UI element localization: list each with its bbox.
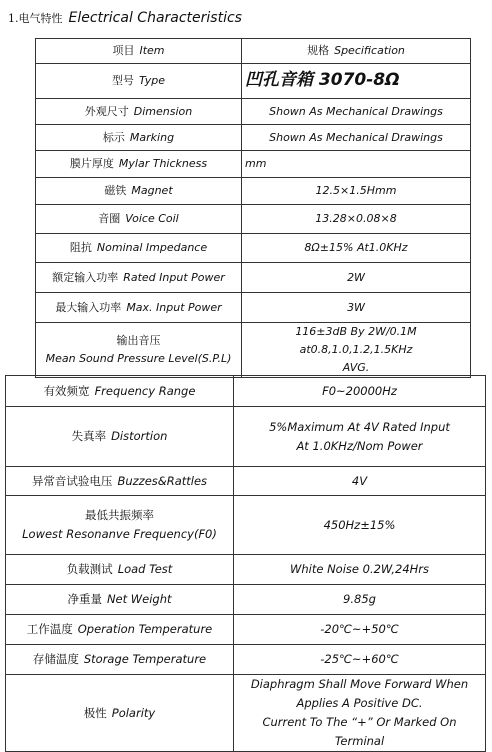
row-label-en: Storage Temperature [83,652,207,666]
row-label-en: Distortion [111,429,168,443]
row-value-line: Current To The “+” Or Marked On Terminal [262,715,457,748]
row-value-cell: Shown As Mechanical Drawings [242,99,471,125]
row-label-en: Marking [129,130,175,144]
table-row [6,407,486,467]
row-label-en: Buzzes&Rattles [117,473,208,488]
table-row [36,234,471,263]
row-label-en: Type [138,74,166,87]
row-label-en: Voice Coil [125,212,179,225]
row-label-cell [36,151,242,178]
row-value-cell: 12.5×1.5Hmm [242,178,471,205]
row-label-cell [6,675,234,752]
row-value-cell [242,323,471,378]
table-row [36,151,471,178]
table-row [36,99,471,125]
row-label-en: Lowest Resonanve Frequency(F0) [22,527,217,541]
header-spec-cell [242,39,471,64]
row-label-cell [6,467,234,496]
row-label-cell [36,99,242,125]
row-label-zh: 工作温度 [26,622,73,636]
row-label-cell [6,555,234,585]
row-label-zh: 净重量 [67,592,102,606]
row-label-zh: 阻抗 [69,241,92,254]
row-label-zh: 输出音压 [116,334,161,347]
row-label-en: Magnet [131,184,173,197]
row-value-cell [242,64,471,99]
table-header-row [36,39,471,64]
header-item-en: Item [139,44,165,57]
table-row [36,323,471,378]
row-label-cell [36,64,242,99]
row-label-zh: 外观尺寸 [84,104,129,118]
row-label-zh: 膜片厚度 [69,157,114,170]
table-row [36,205,471,234]
row-label-en: Polarity [111,705,156,720]
table-row [36,263,471,293]
row-label-zh: 型号 [111,74,134,87]
header-item-cell [36,39,242,64]
table-row [6,376,486,407]
row-label-cell [6,585,234,615]
row-value-cell: 4V [234,467,486,496]
row-label-cell [36,205,242,234]
header-item-zh: 项目 [112,44,135,57]
section-heading [8,10,242,26]
row-label-en: Operation Temperature [77,622,213,636]
row-value-cell: 13.28×0.08×8 [242,205,471,234]
row-label-cell [36,263,242,293]
row-label-cell [36,293,242,323]
table-row [6,496,486,555]
row-label-cell [36,234,242,263]
row-label-zh: 极性 [83,705,107,720]
row-label-zh: 最低共振频率 [85,508,154,522]
row-label-en: Load Test [117,562,173,576]
row-label-en: Net Weight [106,592,172,606]
row-value-cell: White Noise 0.2W,24Hrs [234,555,486,585]
row-value-cell: F0~20000Hz [234,376,486,407]
row-label-cell [6,376,234,407]
row-value-line: Applies A Positive DC. [296,696,423,710]
row-label-cell [6,496,234,555]
table-row [6,645,486,675]
row-label-zh: 标示 [102,130,125,144]
row-value-cell [234,407,486,467]
row-label-zh: 失真率 [71,429,107,443]
row-label-zh: 负载测试 [66,562,113,576]
row-value-cell: -25℃~+60℃ [234,645,486,675]
row-label-cell [6,645,234,675]
header-spec-zh: 规格 [307,44,330,57]
row-value-cell: Shown As Mechanical Drawings [242,125,471,151]
row-value-cell: -20℃~+50℃ [234,615,486,645]
row-label-en: Dimension [133,104,193,118]
table-row [6,555,486,585]
row-label-cell [36,125,242,151]
row-label-cell [36,178,242,205]
row-value-cell [234,675,486,752]
row-label-en: Rated Input Power [123,270,225,284]
row-label-zh: 有效频宽 [43,383,90,398]
row-value-cell: mm [242,151,471,178]
row-label-zh: 最大输入功率 [55,300,122,314]
section-heading-en: Electrical Characteristics [68,10,242,26]
table-row [6,585,486,615]
table-row [36,64,471,99]
row-value-line: At 1.0KHz/Nom Power [296,438,423,453]
row-label-zh: 磁铁 [104,184,127,197]
row-value-cell: 2W [242,263,471,293]
row-label-en: Frequency Range [94,383,196,398]
table-row [6,467,486,496]
table-row [36,178,471,205]
row-label-zh: 异常音试验电压 [31,473,113,488]
row-label-zh: 额定输入功率 [52,270,119,284]
row-value-line: AVG. [342,361,370,374]
row-label-en: Nominal Impedance [96,241,208,254]
row-value-cell: 8Ω±15% At1.0KHz [242,234,471,263]
row-value-cell: 450Hz±15% [234,496,486,555]
table-row [36,125,471,151]
type-model-value: 凹孔音箱 3070-8Ω [245,70,400,90]
table-row [6,615,486,645]
spec-table-upper [35,38,471,378]
row-label-en: Mylar Thickness [118,157,208,170]
section-heading-zh: 1.电气特性 [8,12,63,25]
row-label-zh: 存储温度 [32,652,79,666]
table-row [36,293,471,323]
row-value-line: Diaphragm Shall Move Forward When [250,677,469,691]
row-value-cell: 3W [242,293,471,323]
row-value-line: 116±3dB By 2W/0.1M at0.8,1.0,1.2,1.5KHz [295,325,417,356]
row-label-cell [6,615,234,645]
header-spec-en: Specification [334,44,405,57]
row-label-en: Max. Input Power [126,300,222,314]
row-value-cell: 9.85g [234,585,486,615]
row-value-line: 5%Maximum At 4V Rated Input [269,419,450,434]
row-label-cell [6,407,234,467]
spec-table-lower [5,375,486,752]
row-label-en: Mean Sound Pressure Level(S.P.L) [45,352,232,365]
row-label-zh: 音圈 [98,212,121,225]
row-label-cell [36,323,242,378]
table-row [6,675,486,752]
